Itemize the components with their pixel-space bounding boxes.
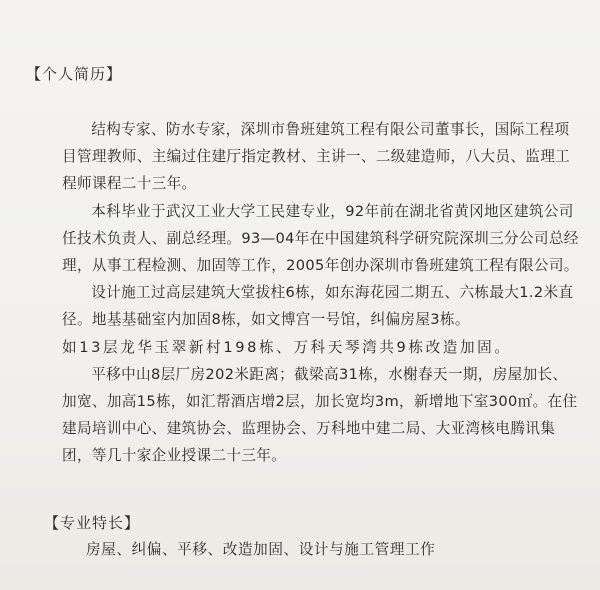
resume-body <box>62 116 582 470</box>
specialty-heading: 【专业特长】 <box>44 514 141 532</box>
resume-paragraph-2: 本科毕业于武汉工业大学工民建专业，92年前在湖北省黄冈地区建筑公司任技术负责人、副总经理。93—04年在中国建筑科学研究院深圳三分公司总经理，从事工程检测、加固等工作，2005年创办深圳市鲁班建筑工程有限公司。 <box>62 202 579 275</box>
resume-paragraph-1: 结构专家、防水专家，深圳市鲁班建筑工程有限公司董事长，国际工程项目管理教师、主编过住建厅指定教材、主讲一、二级建造师，八大员、监理工程师课程二十三年。 <box>62 121 571 193</box>
resume-paragraph-4: 如13层龙华玉翠新村198栋、万科天琴湾共9栋改造加固。 <box>62 338 512 356</box>
resume-paragraph-5: 平移中山8层厂房202米距离；截梁高31栋，水榭春天一期，房屋加长、加宽、加高15栋，如汇帮酒店增2层，加长宽均3m，新增地下室300㎡。在住建局培训中心、建筑协会、监理协会、万科地中建二局、大亚湾核电腾讯集团，等几十家企业授课二十三年。 <box>62 365 578 465</box>
resume-heading: 【个人简历】 <box>26 65 123 83</box>
resume-paragraph-3: 设计施工过高层建筑大堂拔柱6栋，如东海花园二期五、六栋最大1.2米直径。地基基础室内加固8栋，如文博宫一号馆，纠偏房屋3栋。 <box>62 284 574 329</box>
specialty-content: 房屋、纠偏、平移、改造加固、设计与施工管理工作 <box>86 541 436 558</box>
